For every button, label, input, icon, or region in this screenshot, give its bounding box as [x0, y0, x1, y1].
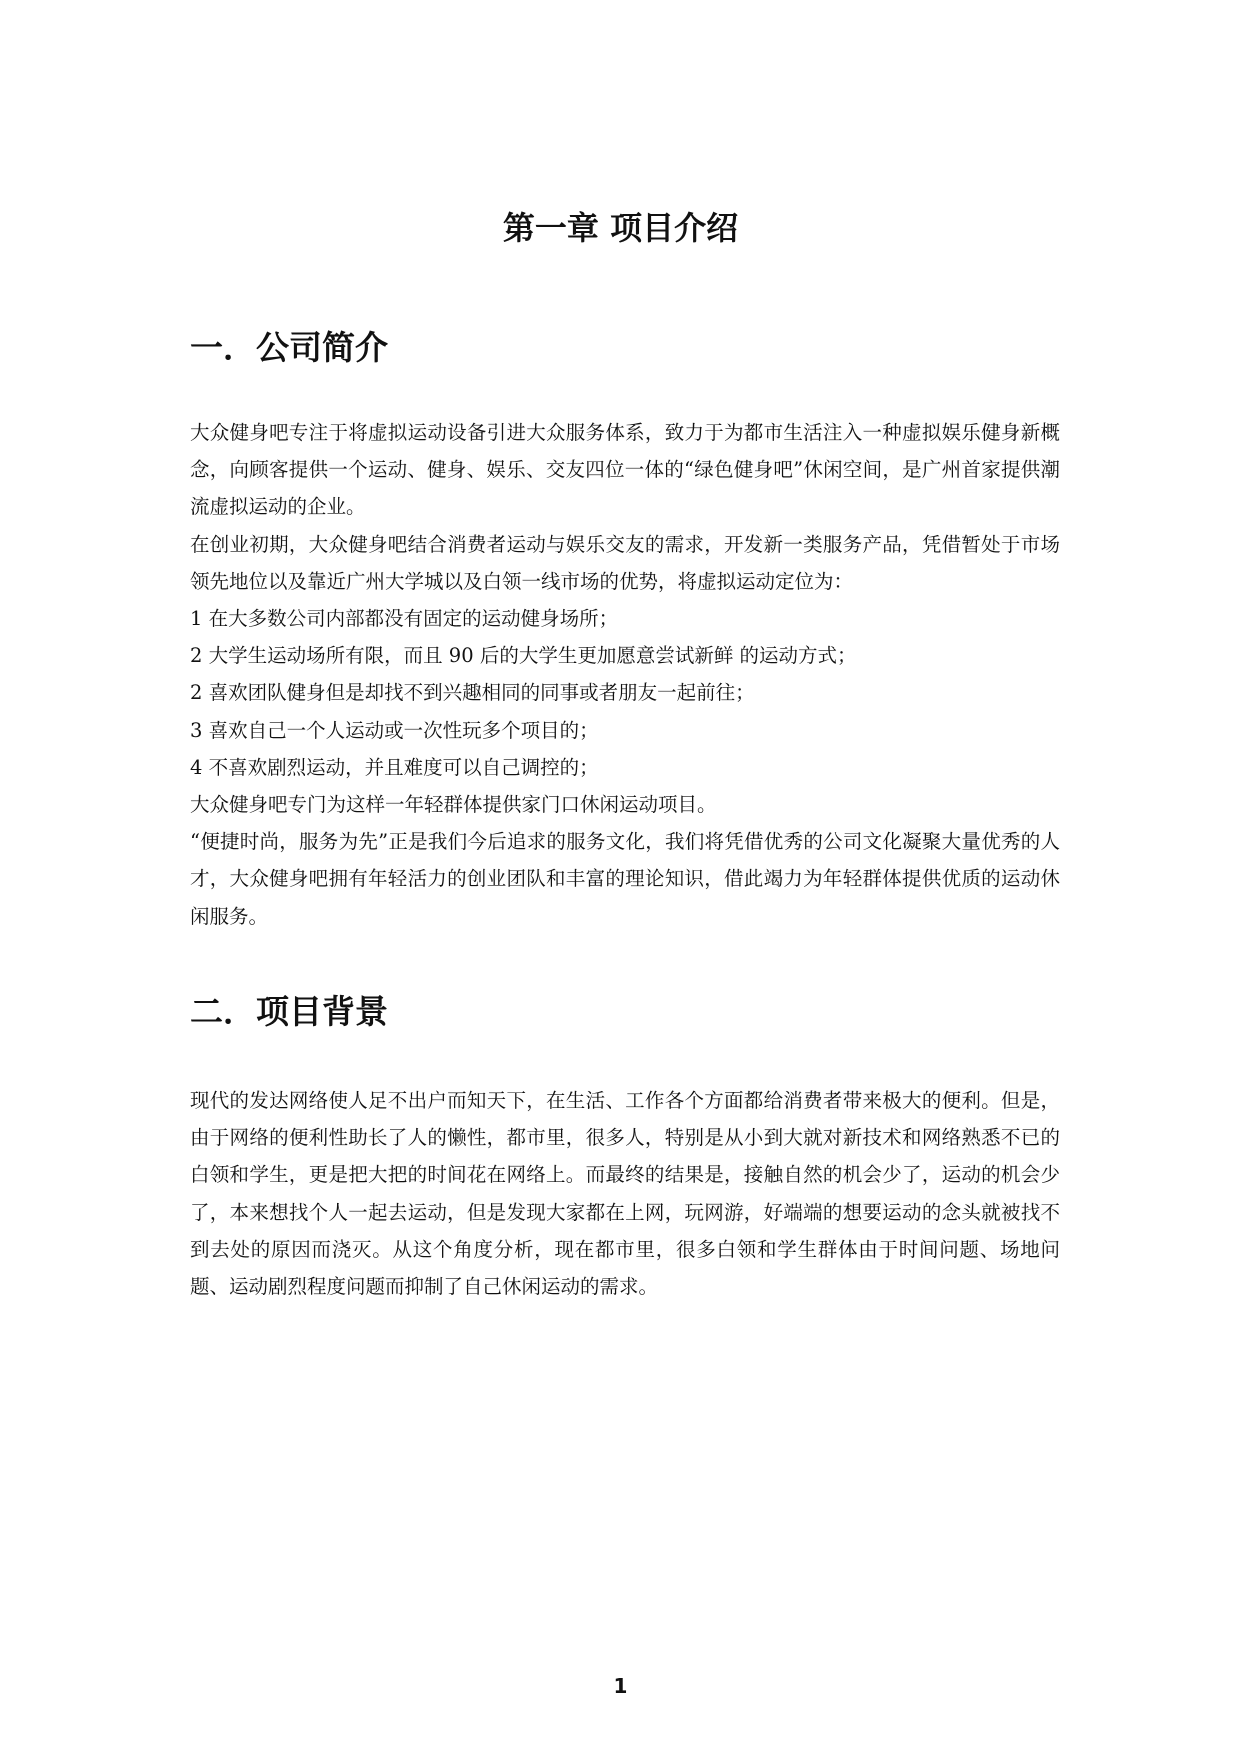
list-item: 3 喜欢自己一个人运动或一次性玩多个项目的；	[190, 718, 599, 742]
list-item: 2 喜欢团队健身但是却找不到兴趣相同的同事或者朋友一起前往；	[190, 681, 755, 705]
list-item: 2 大学生运动场所有限，而且 90 后的大学生更加愿意尝试新鲜 的运动方式；	[190, 644, 857, 668]
chapter-title: 第一章 项目介绍	[502, 209, 739, 247]
paragraph: 在创业初期，大众健身吧结合消费者运动与娱乐交友的需求，开发新一类服务产品，凭借暂处于市场领先地位以及靠近广州大学城以及白领一线市场的优势，将虚拟运动定位为：	[190, 532, 1060, 593]
paragraph: 现代的发达网络使人足不出户而知天下，在生活、工作各个方面都给消费者带来极大的便利。但是，由于网络的便利性助长了人的懒性，都市里，很多人，特别是从小到大就对新技术和网络熟悉不已的白领和学生，更是把大把的时间花在网络上。而最终的结果是，接触自然的机会少了，运动的机会少了，本来想找个人一起去运动，但是发现大家都在上网，玩网游，好端端的想要运动的念头就被找不到去处的原因而浇灭。从这个角度分析，现在都市里，很多白领和学生群体由于时间问题、场地问题、运动剧烈程度问题而抑制了自己休闲运动的需求。	[190, 1089, 1060, 1299]
section-body-project-background	[190, 1082, 1060, 1305]
paragraph: 大众健身吧专门为这样一年轻群体提供家门口休闲运动项目。	[190, 793, 717, 817]
section-heading-company-intro: 一．公司简介	[190, 328, 388, 367]
section-body-company-intro	[190, 414, 1060, 935]
paragraph: 大众健身吧专注于将虚拟运动设备引进大众服务体系，致力于为都市生活注入一种虚拟娱乐健身新概念，向顾客提供一个运动、健身、娱乐、交友四位一体的“绿色健身吧”休闲空间，是广州首家提供潮流虚拟运动的企业。	[190, 421, 1060, 519]
page-number: 1	[613, 1674, 628, 1698]
list-item: 4 不喜欢剧烈运动，并且难度可以自己调控的；	[190, 755, 599, 779]
list-item: 1 在大多数公司内部都没有固定的运动健身场所；	[190, 607, 619, 631]
paragraph: “便捷时尚，服务为先”正是我们今后追求的服务文化，我们将凭借优秀的公司文化凝聚大量优秀的人才，大众健身吧拥有年轻活力的创业团队和丰富的理论知识，借此竭力为年轻群体提供优质的运动休闲服务。	[190, 830, 1060, 928]
section-heading-project-background: 二．项目背景	[190, 992, 388, 1031]
